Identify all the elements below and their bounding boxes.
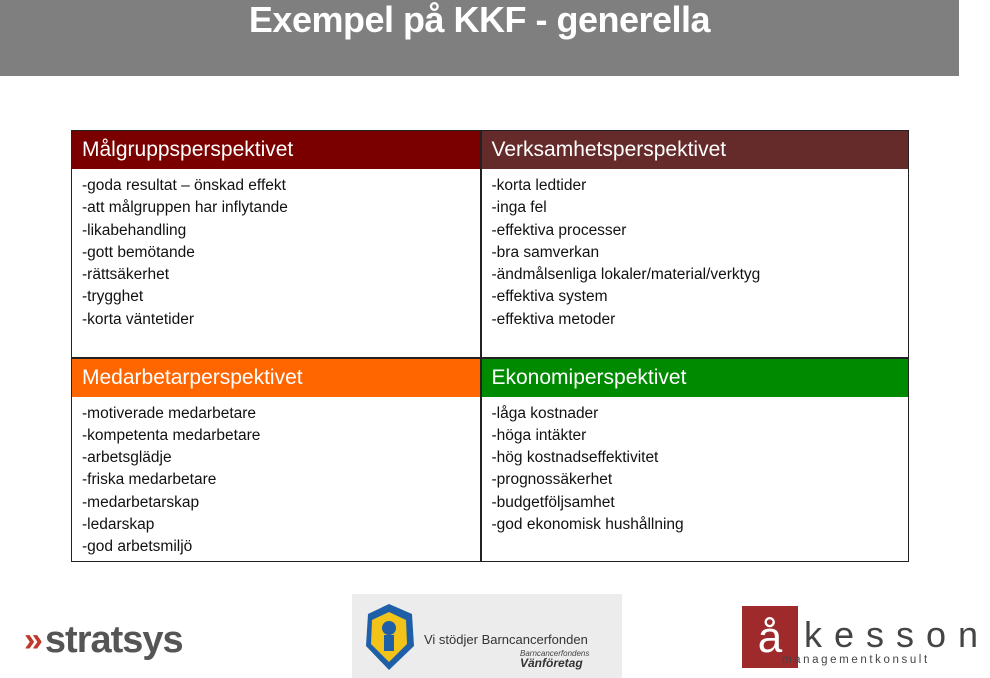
quadrant-list: [72, 397, 480, 565]
quadrant-medarbetare: [72, 359, 480, 561]
list-item: -hög kostnadseffektivitet: [491, 449, 659, 467]
barncancerfonden-logo: [352, 594, 622, 678]
list-item: -medarbetarskap: [82, 493, 200, 511]
list-item: -budgetföljsamhet: [491, 493, 615, 511]
stratsys-wordmark: stratsys: [44, 618, 183, 661]
akesson-wordmark: kesson: [804, 614, 990, 655]
title-bar: [0, 0, 959, 76]
list-item: -ledarskap: [82, 515, 155, 533]
stratsys-logo: [24, 620, 183, 660]
list-item: -bra samverkan: [491, 243, 600, 261]
quadrant-list: [482, 169, 908, 337]
page-title: Exempel på KKF - generella: [248, 0, 711, 40]
list-item: -kompetenta medarbetare: [82, 426, 261, 444]
list-item: -friska medarbetare: [82, 471, 217, 489]
akesson-tagline: managementkonsult: [782, 654, 930, 666]
list-item: -god arbetsmiljö: [82, 538, 193, 556]
barncancer-slogan: Vi stödjer Barncancerfonden: [424, 632, 588, 647]
list-item: -god ekonomisk hushållning: [491, 515, 684, 533]
perspective-grid: [71, 130, 909, 562]
akesson-logo: [742, 606, 990, 670]
quadrant-malgrupp: [72, 131, 480, 357]
akesson-letter: å: [757, 613, 783, 662]
list-item: -trygghet: [82, 288, 144, 306]
list-item: -inga fel: [491, 199, 547, 217]
barncancer-emblem-icon: [360, 602, 418, 672]
list-item: -goda resultat – önskad effekt: [82, 177, 286, 194]
list-item: -likabehandling: [82, 221, 187, 239]
quadrant-list: [482, 397, 908, 543]
list-item: -arbetsglädje: [82, 449, 172, 467]
list-item: -höga intäkter: [491, 426, 587, 444]
list-item: -effektiva system: [491, 288, 608, 306]
quadrant-heading: Medarbetarperspektivet: [72, 359, 480, 397]
double-chevron-icon: »: [24, 620, 35, 659]
list-item: -rättsäkerhet: [82, 266, 170, 284]
list-item: -ändmålsenliga lokaler/material/verktyg: [491, 266, 761, 284]
list-item: -effektiva processer: [491, 221, 627, 239]
quadrant-heading: Ekonomiperspektivet: [482, 359, 908, 397]
list-item: -korta väntetider: [82, 310, 194, 328]
quadrant-list: [72, 169, 480, 337]
quadrant-ekonomi: [482, 359, 908, 561]
barncancer-vanforetag: Vänföretag: [520, 656, 583, 670]
list-item: -korta ledtider: [491, 177, 587, 194]
quadrant-heading: Verksamhetsperspektivet: [482, 131, 908, 169]
list-item: -motiverade medarbetare: [82, 404, 257, 422]
list-item: -prognossäkerhet: [491, 471, 613, 489]
list-item: -effektiva metoder: [491, 310, 616, 328]
quadrant-verksamhet: [482, 131, 908, 357]
list-item: -att målgruppen har inflytande: [82, 199, 288, 217]
list-item: -låga kostnader: [491, 404, 599, 422]
barncancer-small-text: Barncancerfondens: [520, 649, 590, 658]
quadrant-heading: Målgruppsperspektivet: [72, 131, 480, 169]
list-item: -gott bemötande: [82, 243, 195, 261]
